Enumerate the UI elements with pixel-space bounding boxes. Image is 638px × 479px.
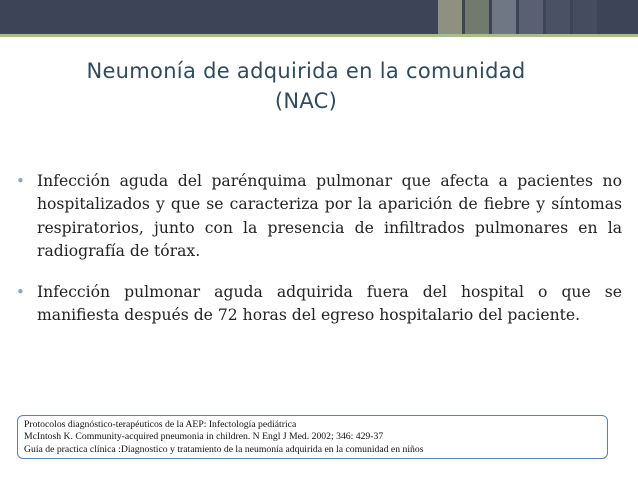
slide-header-bar (0, 0, 638, 34)
header-accent-line (0, 34, 638, 37)
decor-square (438, 0, 462, 34)
decorative-squares (435, 0, 624, 34)
reference-line: McIntosh K. Community-acquired pneumonia in children. N Engl J Med. 2002; 346: 429-37 (24, 431, 384, 443)
decor-square (465, 0, 489, 34)
slide-body (16, 170, 622, 344)
reference-line: Guía de practica clínica :Diagnostico y tratamiento de la neumonía adquirida en la comunidad en niños (24, 443, 424, 455)
bullet-item (16, 281, 622, 328)
slide-title-line1: Neumonía de adquirida en la comunidad (86, 59, 526, 83)
slide-title-line2: (NAC) (274, 89, 338, 113)
bullet-text: Infección aguda del parénquima pulmonar que afecta a pacientes no hospitalizados y que se caracteriza por la aparición de fiebre y síntomas respiratorios, junto con la presencia de infiltrados pulmonares en la radiografía de tórax. (37, 172, 622, 261)
decor-square (546, 0, 570, 34)
bullet-dot-icon: • (16, 282, 25, 301)
references-box (17, 415, 608, 459)
decor-square (573, 0, 597, 34)
decor-square (492, 0, 516, 34)
decor-square (600, 0, 624, 34)
slide-title (0, 56, 612, 116)
decor-square (519, 0, 543, 34)
reference-line: Protocolos diagnóstico-terapéuticos de la AEP: Infectología pediátrica (24, 419, 297, 430)
bullet-text: Infección pulmonar aguda adquirida fuera del hospital o que se manifiesta después de 72 horas del egreso hospitalario del paciente. (37, 282, 622, 325)
bullet-dot-icon: • (16, 172, 25, 190)
bullet-item (16, 170, 622, 264)
